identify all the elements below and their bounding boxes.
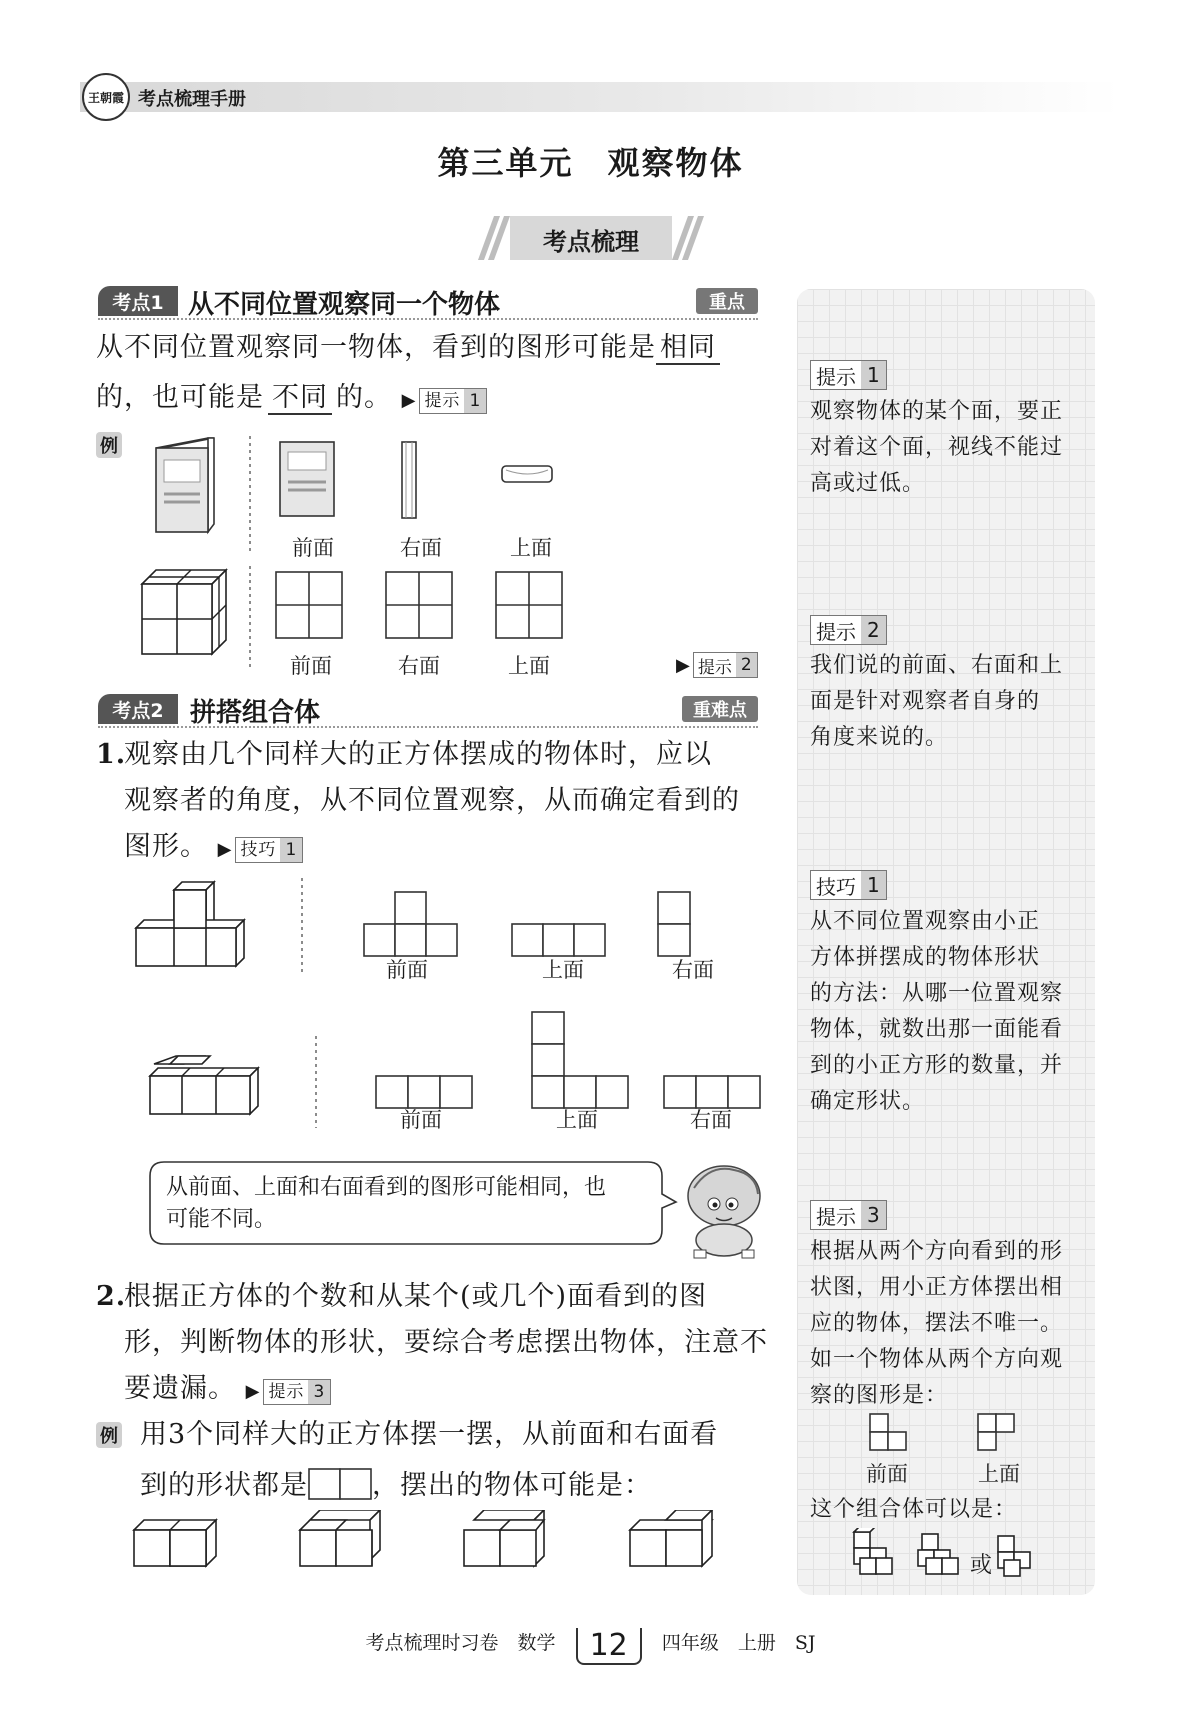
tip-3-after: 这个组合体可以是： — [810, 1497, 1018, 1522]
kaodian-2-title: 拼搭组合体 — [190, 698, 321, 728]
big-cube-3d — [142, 570, 226, 654]
unit-title: 第三单元 观察物体 — [437, 144, 744, 182]
arrangement-2 — [300, 1510, 380, 1566]
item1-line: 观察者的角度，从不同位置观察，从而确定看到的 — [124, 785, 740, 816]
publisher-logo: 王朝霞 — [82, 73, 130, 121]
caption: 右面 — [690, 1108, 732, 1132]
arrangement-4 — [630, 1510, 712, 1566]
caption: 右面 — [400, 536, 442, 560]
difficult-point-badge: 重难点 — [682, 696, 758, 722]
cube-right-view — [386, 572, 452, 638]
two-square-shape — [308, 1468, 372, 1500]
item-number: 1. — [96, 739, 127, 770]
item2-line: 要遗漏。 ▶ 提示 3 — [124, 1374, 331, 1407]
book-views-figure — [150, 436, 570, 554]
cube-top-view — [496, 572, 562, 638]
caption: 前面 — [386, 958, 428, 982]
kaodian-1-tag: 考点1 — [98, 286, 178, 316]
arrangement-options — [130, 1510, 740, 1586]
item-number: 2. — [96, 1281, 127, 1312]
example-line: 到的形状都是 ，摆出的物体可能是： — [140, 1470, 652, 1501]
caption: 前面 — [290, 654, 332, 678]
footer — [0, 1628, 1181, 1665]
tip-ref: ▶ 提示 3 — [246, 1377, 332, 1407]
solution-c — [998, 1536, 1030, 1576]
book-3d — [156, 438, 214, 532]
example-label: 例 — [96, 432, 122, 458]
caption: 前面 — [400, 1108, 442, 1132]
combo1-right-view — [658, 892, 690, 956]
tip-3-header: 提示 3 — [810, 1200, 887, 1230]
tip3-top-view — [978, 1414, 1014, 1450]
answer-blank: 相同 — [656, 333, 720, 365]
tip-3-views — [866, 1412, 1046, 1452]
combo1-front-view — [364, 892, 457, 956]
solution-a — [854, 1528, 892, 1574]
combo2-top-view — [532, 1012, 628, 1108]
item1-line: 图形。 ▶ 技巧 1 — [124, 832, 303, 865]
tip-1-header: 提示 1 — [810, 360, 887, 390]
tip-2-header: 提示 2 — [810, 615, 887, 645]
tip3-front-view — [870, 1414, 906, 1450]
or-text: 或 — [970, 1553, 993, 1578]
solution-b — [918, 1534, 958, 1574]
kaodian-2-tag: 考点2 — [98, 694, 178, 724]
item2-line: 形，判断物体的形状，要综合考虑摆出物体，注意不 — [124, 1327, 768, 1358]
divider — [98, 318, 758, 320]
caption: 上面 — [542, 958, 584, 982]
caption: 右面 — [672, 958, 714, 982]
item2-line: 根据正方体的个数和从某个(或几个)面看到的图 — [124, 1281, 708, 1312]
combo1-3d — [136, 882, 244, 966]
tip-ref: ▶ 提示 1 — [402, 386, 488, 416]
caption: 上面 — [978, 1462, 1020, 1486]
caption: 上面 — [508, 654, 550, 678]
key-point-badge: 重点 — [696, 288, 758, 314]
book-right-view — [402, 442, 416, 518]
divider — [98, 726, 758, 728]
tip-1-text: 观察物体的某个面，要正 对着这个面，视线不能过 高或过低。 — [810, 399, 1064, 496]
tip-3-text: 根据从两个方向看到的形 状图，用小正方体摆出相 应的物体，摆法不唯一。 如一个物体从两个方向观 察的图形是： — [810, 1239, 1064, 1408]
combo2-3d — [150, 1056, 258, 1114]
section-banner: 考点梳理 — [486, 216, 696, 260]
tip-ref: ▶ 提示 2 — [676, 652, 758, 678]
example-line: 用3个同样大的正方体摆一摆，从前面和右面看 — [140, 1419, 719, 1450]
tip-3-solutions — [850, 1528, 1050, 1580]
tip-2-text: 我们说的前面、右面和上 面是针对观察者自身的 角度来说的。 — [810, 653, 1064, 750]
caption: 前面 — [292, 536, 334, 560]
combo-figure-2 — [130, 1000, 770, 1128]
kp1-line2: 的，也可能是 不同 的。 ▶ 提示 1 — [96, 383, 487, 416]
skill-ref: ▶ 技巧 1 — [218, 835, 304, 865]
speech-bubble-text: 从前面、上面和右面看到的图形可能相同，也 可能不同。 — [166, 1175, 607, 1232]
page-number: 12 — [576, 1628, 642, 1665]
skill-1-text: 从不同位置观察由小正 方体拼摆成的物体形状 的方法：从哪一位置观察 物体，就数出那一面能看 到的小正方形的数量，并 确定形状。 — [810, 909, 1064, 1114]
item1-line: 观察由几个同样大的正方体摆成的物体时，应以 — [124, 739, 712, 770]
footer-right: 四年级 上册 SJ — [661, 1632, 816, 1654]
caption: 上面 — [556, 1108, 598, 1132]
kaodian-1-title: 从不同位置观察同一个物体 — [188, 290, 501, 320]
caption: 右面 — [398, 654, 440, 678]
arrangement-3 — [464, 1510, 544, 1566]
footer-left: 考点梳理时习卷 数学 — [365, 1632, 556, 1654]
kp1-line1: 从不同位置观察同一物体，看到的图形可能是 相同 — [96, 333, 720, 365]
header-title: 考点梳理手册 — [138, 89, 246, 110]
combo1-top-view — [512, 924, 605, 956]
arrangement-1 — [134, 1520, 216, 1566]
answer-blank: 不同 — [268, 383, 332, 415]
skill-1-header: 技巧 1 — [810, 870, 887, 900]
example-label: 例 — [96, 1422, 122, 1448]
mascot-illustration — [680, 1160, 770, 1260]
cube-front-view — [276, 572, 342, 638]
book-front-view — [280, 442, 334, 516]
book-top-view — [502, 466, 552, 482]
caption: 上面 — [510, 536, 552, 560]
caption: 前面 — [866, 1462, 908, 1486]
